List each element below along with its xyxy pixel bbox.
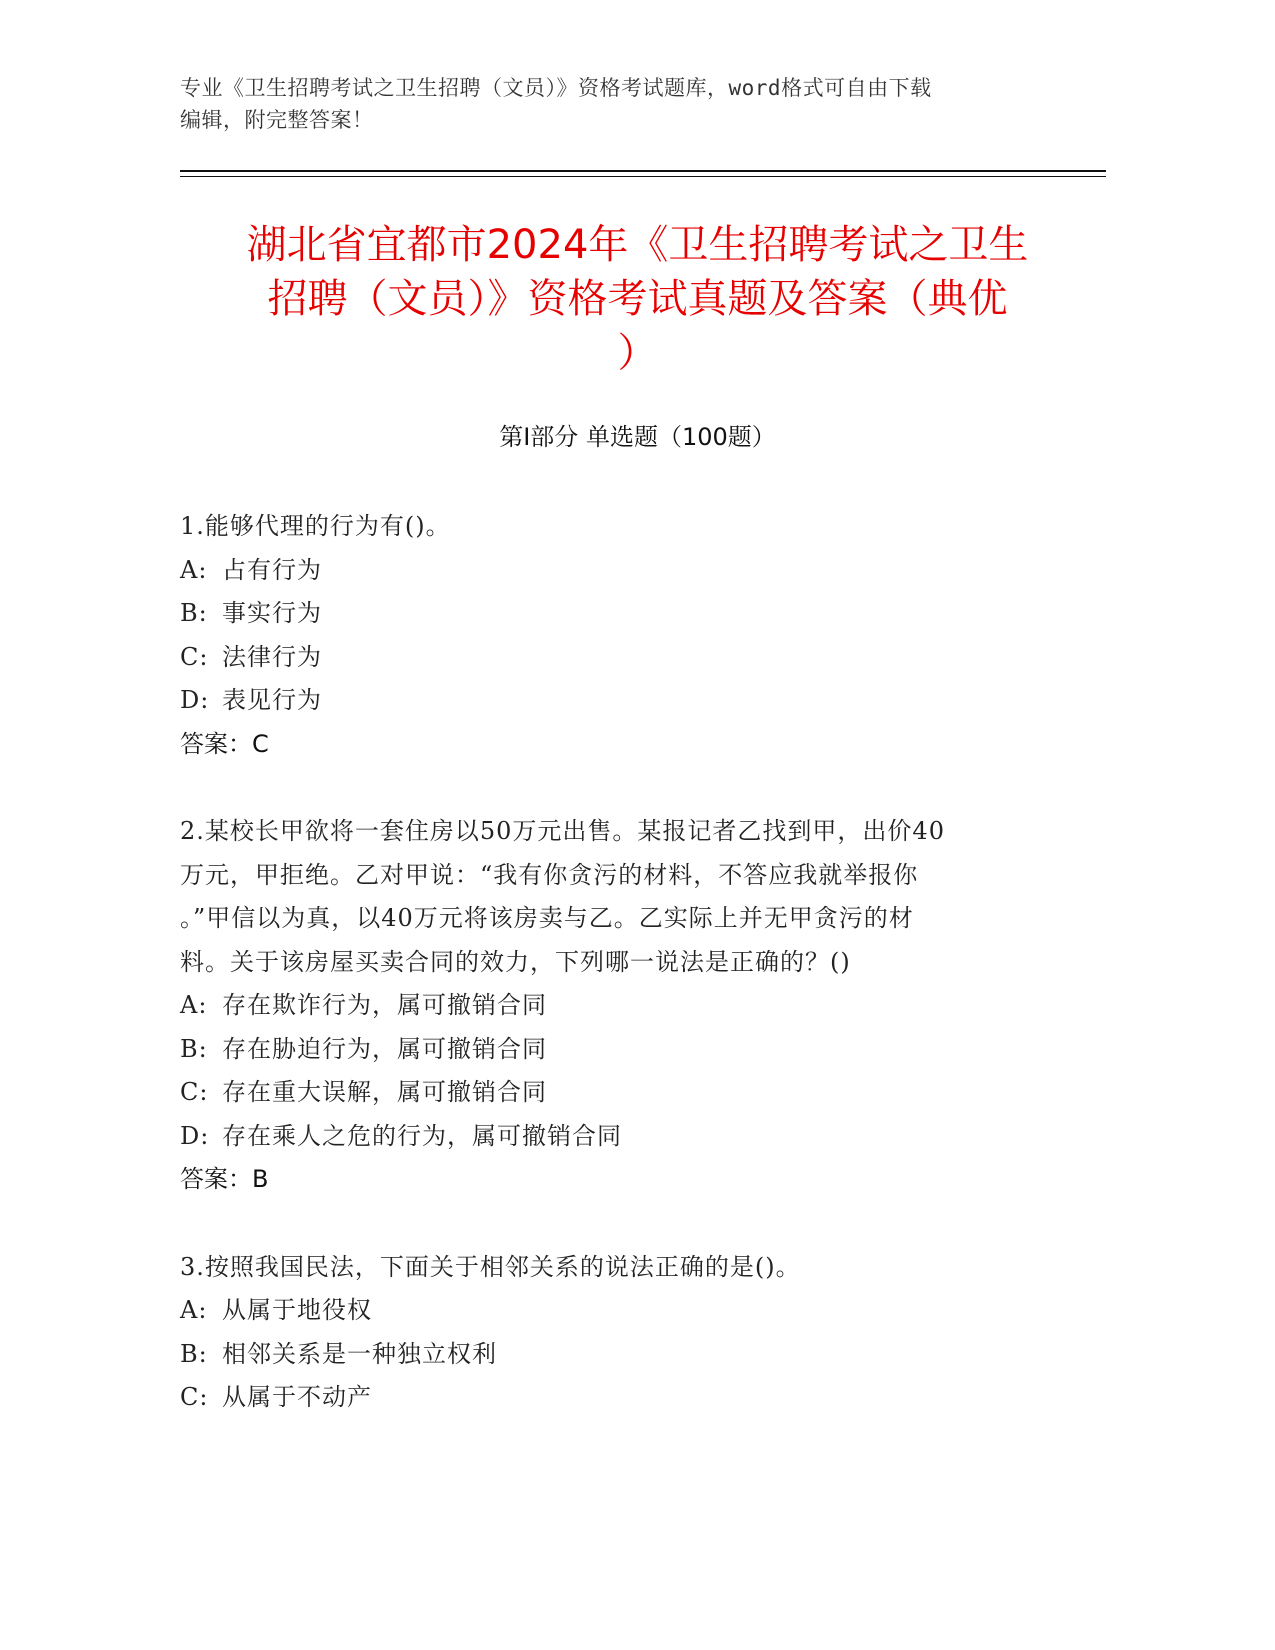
option-text: 事实行为 [222, 599, 322, 627]
document-title [150, 218, 1125, 380]
option-text: 存在欺诈行为，属可撤销合同 [222, 991, 547, 1019]
option-text: 表见行为 [222, 686, 322, 714]
question-text: 万元，甲拒绝。乙对甲说：“我有你贪污的材料，不答应我就举报你 [180, 860, 919, 889]
header-divider-thin [180, 176, 1106, 177]
option-key: A: [180, 555, 208, 584]
option-a [180, 984, 1080, 1028]
question-item [180, 505, 1080, 766]
option-key: C: [180, 1383, 209, 1411]
option-c [180, 1071, 1080, 1115]
option-text: 存在乘人之危的行为，属可撤销合同 [222, 1121, 622, 1150]
answer-line: 答案：C [180, 729, 269, 758]
title-line: ） [617, 330, 658, 376]
header-divider-thick [180, 170, 1106, 172]
option-c [180, 1376, 1080, 1420]
option-b [180, 1028, 1080, 1072]
option-d [180, 679, 1080, 723]
header-note [180, 72, 1040, 136]
header-note-line: 专业《卫生招聘考试之卫生招聘（文员）》资格考试题库，word格式可自由下载 [180, 76, 932, 100]
option-key: B: [180, 599, 208, 627]
question-text: 1.能够代理的行为有()。 [180, 512, 451, 540]
option-key: B: [180, 1034, 208, 1063]
header-note-line: 编辑，附完整答案！ [180, 108, 374, 132]
option-text: 存在胁迫行为，属可撤销合同 [222, 1034, 547, 1063]
option-text: 占有行为 [222, 555, 322, 584]
title-line: 招聘（文员）》资格考试真题及答案（典优 [267, 276, 1008, 322]
option-b [180, 592, 1080, 636]
question-text: 2.某校长甲欲将一套住房以50万元出售。某报记者乙找到甲，出价40 [180, 817, 945, 845]
option-d [180, 1115, 1080, 1159]
question-list [180, 505, 1080, 1464]
question-text: 。”甲信以为真，以40万元将该房卖与乙。乙实际上并无甲贪污的材 [180, 904, 914, 932]
question-text: 料。关于该房屋买卖合同的效力，下列哪一说法是正确的？() [180, 947, 851, 976]
option-key: A: [180, 991, 208, 1019]
question-text: 3.按照我国民法，下面关于相邻关系的说法正确的是()。 [180, 1252, 801, 1281]
option-key: A: [180, 1296, 208, 1324]
title-line: 湖北省宜都市2024年《卫生招聘考试之卫生 [246, 222, 1029, 268]
option-key: C: [180, 1078, 209, 1106]
option-text: 相邻关系是一种独立权利 [222, 1339, 497, 1368]
option-key: C: [180, 642, 209, 671]
option-text: 从属于地役权 [222, 1296, 372, 1324]
option-key: D: [180, 1121, 210, 1150]
option-a [180, 1289, 1080, 1333]
option-key: B: [180, 1339, 208, 1368]
option-b [180, 1333, 1080, 1377]
question-item [180, 810, 1080, 1202]
option-a [180, 549, 1080, 593]
question-item [180, 1246, 1080, 1420]
option-text: 从属于不动产 [222, 1383, 372, 1411]
answer-line: 答案：B [180, 1165, 269, 1193]
option-key: D: [180, 686, 210, 714]
option-text: 法律行为 [222, 642, 322, 671]
option-text: 存在重大误解，属可撤销合同 [222, 1078, 547, 1106]
option-c [180, 636, 1080, 680]
section-heading: 第Ⅰ部分 单选题（100题） [499, 423, 776, 451]
